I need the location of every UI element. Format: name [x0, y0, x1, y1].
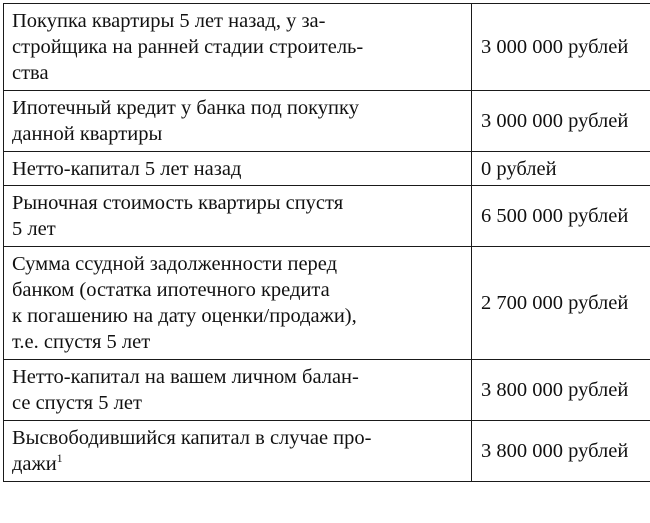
- table-row: [4, 421, 650, 482]
- row-value: 3 000 000 рублей: [472, 4, 650, 91]
- label-line: Нетто-капитал на вашем личном балан-: [12, 366, 359, 388]
- label-line-with-footnote: [12, 451, 463, 477]
- label-line: к погашению на дату оценки/продажи),: [12, 305, 357, 327]
- label-line: дажи: [12, 453, 57, 475]
- label-line: се спустя 5 лет: [12, 392, 142, 414]
- table-row: [4, 4, 650, 91]
- row-label: [4, 91, 472, 152]
- label-line: стройщика на ранней стадии строитель-: [12, 36, 364, 58]
- row-value: 3 800 000 рублей: [472, 421, 650, 482]
- row-label: [4, 360, 472, 421]
- label-line: т.е. спустя 5 лет: [12, 331, 151, 353]
- row-label: [4, 186, 472, 247]
- table-row: [4, 360, 650, 421]
- label-line: Нетто-капитал 5 лет назад: [12, 157, 242, 180]
- row-label: [4, 421, 472, 482]
- label-line: ства: [12, 62, 49, 84]
- table-row: [4, 186, 650, 247]
- capital-table: [3, 3, 650, 482]
- table-row: [4, 91, 650, 152]
- label-line: Ипотечный кредит у банка под покупку: [12, 97, 359, 119]
- row-label: [4, 247, 472, 360]
- footnote-marker: 1: [56, 451, 63, 465]
- row-value: 3 000 000 рублей: [472, 91, 650, 152]
- label-line: Высвободившийся капитал в случае про-: [12, 427, 372, 449]
- label-line: Рыночная стоимость квартиры спустя: [12, 192, 344, 214]
- table-row: [4, 152, 650, 186]
- row-value: 2 700 000 рублей: [472, 247, 650, 360]
- label-line: 5 лет: [12, 218, 56, 240]
- row-label: [4, 152, 472, 186]
- row-label: [4, 4, 472, 91]
- label-line: Сумма ссудной задолженности перед: [12, 253, 338, 275]
- label-line: данной квартиры: [12, 123, 163, 145]
- row-value: 0 рублей: [472, 152, 650, 186]
- row-value: 3 800 000 рублей: [472, 360, 650, 421]
- label-line: банком (остатка ипотечного кредита: [12, 279, 330, 301]
- table-row: [4, 247, 650, 360]
- row-value: 6 500 000 рублей: [472, 186, 650, 247]
- label-line: Покупка квартиры 5 лет назад, у за-: [12, 10, 326, 32]
